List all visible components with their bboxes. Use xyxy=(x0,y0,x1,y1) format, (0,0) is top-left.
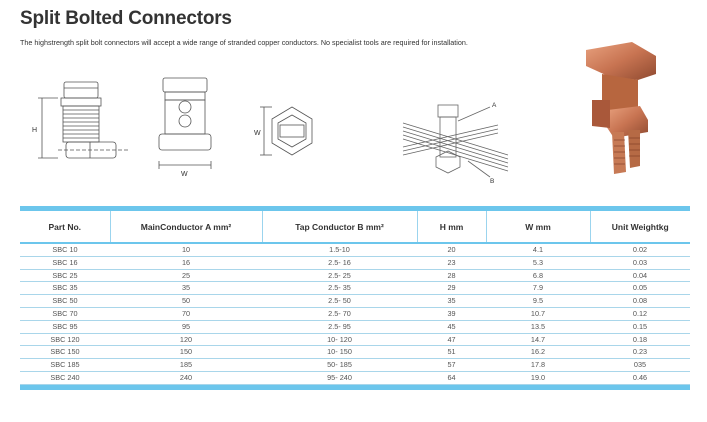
cell-main-conductor: 50 xyxy=(110,295,262,308)
cell-main-conductor: 70 xyxy=(110,307,262,320)
table-row xyxy=(20,371,690,384)
cell-unit-weight: 0.02 xyxy=(590,243,690,256)
cell-h-mm: 28 xyxy=(417,269,486,282)
cell-part-no: SBC 185 xyxy=(20,359,110,372)
cell-tap-conductor: 2.5- 50 xyxy=(262,295,417,308)
cell-w-mm: 9.5 xyxy=(486,295,590,308)
cell-part-no: SBC 16 xyxy=(20,256,110,269)
cell-h-mm: 47 xyxy=(417,333,486,346)
cell-w-mm: 7.9 xyxy=(486,282,590,295)
cell-main-conductor: 150 xyxy=(110,346,262,359)
cell-part-no: SBC 70 xyxy=(20,307,110,320)
cell-main-conductor: 25 xyxy=(110,269,262,282)
w-top-dimension-label: W xyxy=(254,130,261,137)
h-dimension-label: H xyxy=(32,127,38,134)
side-view-drawing xyxy=(145,73,225,193)
cell-unit-weight: 035 xyxy=(590,359,690,372)
table-row xyxy=(20,307,690,320)
cell-tap-conductor: 2.5- 70 xyxy=(262,307,417,320)
cell-part-no: SBC 95 xyxy=(20,320,110,333)
cell-h-mm: 45 xyxy=(417,320,486,333)
table-row xyxy=(20,256,690,269)
cell-w-mm: 17.8 xyxy=(486,359,590,372)
cell-main-conductor: 240 xyxy=(110,371,262,384)
table-bottom-bar xyxy=(20,385,690,390)
cell-part-no: SBC 25 xyxy=(20,269,110,282)
cell-main-conductor: 120 xyxy=(110,333,262,346)
header-w-mm: W mm xyxy=(486,211,590,243)
cell-h-mm: 23 xyxy=(417,256,486,269)
cell-unit-weight: 0.46 xyxy=(590,371,690,384)
cell-part-no: SBC 35 xyxy=(20,282,110,295)
cell-main-conductor: 10 xyxy=(110,243,262,256)
table-body xyxy=(20,243,690,384)
table-header-row xyxy=(20,211,690,243)
table-row xyxy=(20,282,690,295)
cell-main-conductor: 95 xyxy=(110,320,262,333)
cell-h-mm: 57 xyxy=(417,359,486,372)
cell-w-mm: 10.7 xyxy=(486,307,590,320)
table-row xyxy=(20,269,690,282)
cell-h-mm: 20 xyxy=(417,243,486,256)
page-subtitle: The highstrength split bolt connectors will accept a wide range of stranded copper conductors. No specialist tools are required for installation. xyxy=(20,38,468,47)
diagram-area xyxy=(0,55,707,200)
table-row xyxy=(20,359,690,372)
cell-h-mm: 29 xyxy=(417,282,486,295)
a-conductor-label: A xyxy=(492,102,497,109)
cell-w-mm: 19.0 xyxy=(486,371,590,384)
installation-drawing xyxy=(398,85,518,195)
cell-h-mm: 35 xyxy=(417,295,486,308)
w-side-dimension-label: W xyxy=(181,171,188,178)
header-part-no: Part No. xyxy=(20,211,110,243)
front-view-drawing xyxy=(28,80,128,200)
cell-main-conductor: 35 xyxy=(110,282,262,295)
cell-tap-conductor: 2.5- 95 xyxy=(262,320,417,333)
cell-tap-conductor: 2.5- 16 xyxy=(262,256,417,269)
cell-part-no: SBC 120 xyxy=(20,333,110,346)
cell-unit-weight: 0.05 xyxy=(590,282,690,295)
cell-tap-conductor: 2.5- 25 xyxy=(262,269,417,282)
cell-part-no: SBC 240 xyxy=(20,371,110,384)
cell-h-mm: 51 xyxy=(417,346,486,359)
cell-w-mm: 4.1 xyxy=(486,243,590,256)
cell-part-no: SBC 50 xyxy=(20,295,110,308)
cell-unit-weight: 0.15 xyxy=(590,320,690,333)
cell-part-no: SBC 10 xyxy=(20,243,110,256)
cell-unit-weight: 0.12 xyxy=(590,307,690,320)
spec-table-container xyxy=(20,206,690,390)
cell-main-conductor: 16 xyxy=(110,256,262,269)
spec-table xyxy=(20,211,690,385)
header-tap-conductor: Tap Conductor B mm² xyxy=(262,211,417,243)
page-title: Split Bolted Connectors xyxy=(20,8,232,29)
header-unit-weight: Unit Weightkg xyxy=(590,211,690,243)
table-row xyxy=(20,243,690,256)
cell-unit-weight: 0.03 xyxy=(590,256,690,269)
cell-w-mm: 14.7 xyxy=(486,333,590,346)
cell-w-mm: 5.3 xyxy=(486,256,590,269)
cell-tap-conductor: 2.5- 35 xyxy=(262,282,417,295)
cell-tap-conductor: 10- 120 xyxy=(262,333,417,346)
table-row xyxy=(20,333,690,346)
cell-w-mm: 13.5 xyxy=(486,320,590,333)
cell-w-mm: 16.2 xyxy=(486,346,590,359)
cell-unit-weight: 0.04 xyxy=(590,269,690,282)
top-view-drawing xyxy=(252,95,342,215)
cell-part-no: SBC 150 xyxy=(20,346,110,359)
cell-h-mm: 39 xyxy=(417,307,486,320)
cell-tap-conductor: 10- 150 xyxy=(262,346,417,359)
connector-photo xyxy=(568,40,688,180)
table-row xyxy=(20,295,690,308)
header-h-mm: H mm xyxy=(417,211,486,243)
cell-unit-weight: 0.18 xyxy=(590,333,690,346)
cell-unit-weight: 0.23 xyxy=(590,346,690,359)
cell-w-mm: 6.8 xyxy=(486,269,590,282)
cell-unit-weight: 0.08 xyxy=(590,295,690,308)
header-main-conductor: MainConductor A mm² xyxy=(110,211,262,243)
cell-tap-conductor: 1.5-10 xyxy=(262,243,417,256)
table-row xyxy=(20,346,690,359)
cell-tap-conductor: 95- 240 xyxy=(262,371,417,384)
b-conductor-label: B xyxy=(490,178,495,185)
cell-h-mm: 64 xyxy=(417,371,486,384)
table-row xyxy=(20,320,690,333)
cell-tap-conductor: 50- 185 xyxy=(262,359,417,372)
cell-main-conductor: 185 xyxy=(110,359,262,372)
